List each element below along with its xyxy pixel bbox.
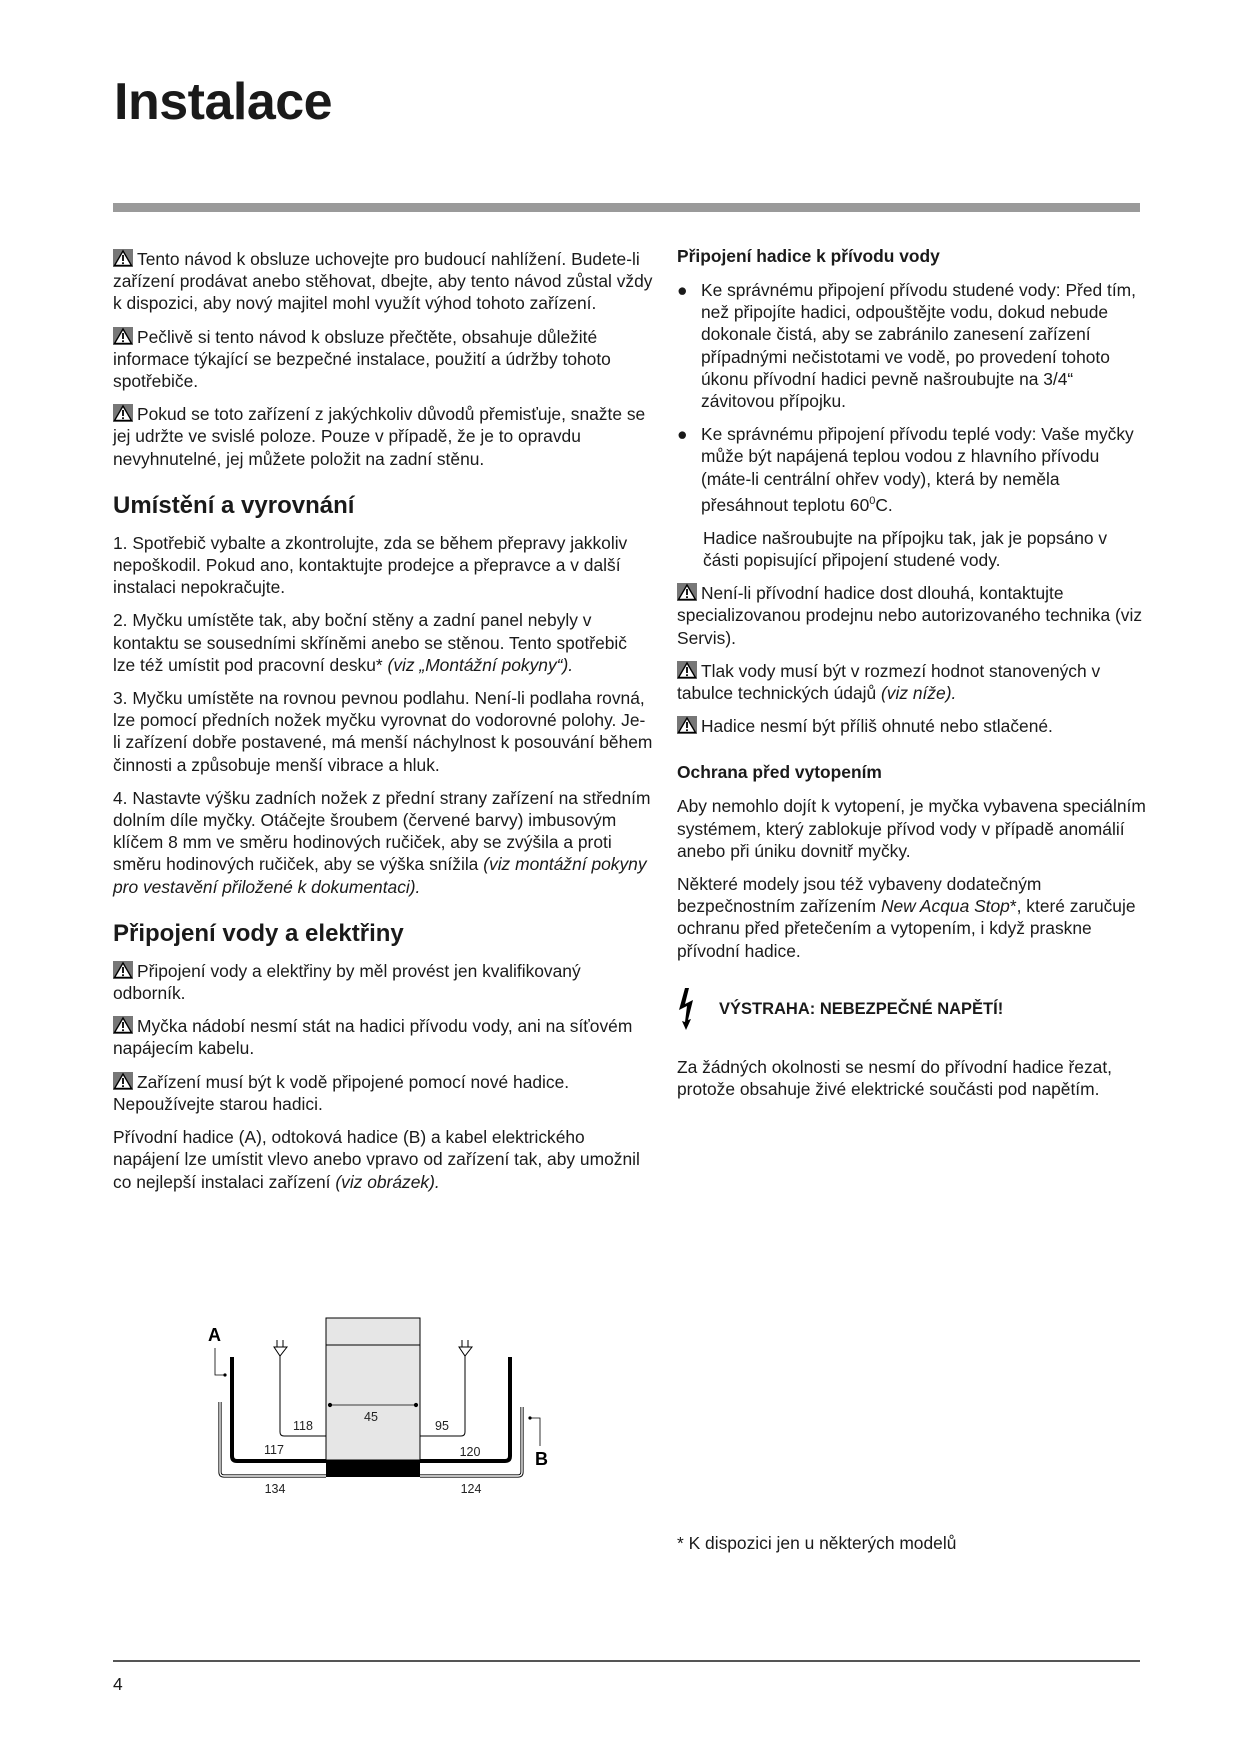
- warning-paragraph: Tento návod k obsluze uchovejte pro budoucí nahlížení. Budete-li zařízení prodávat anebo stěhovat, dbejte, aby tento návod zůstal vždy k dispozici, aby nový majitel mohl využít výhod tohoto zařízení.: [113, 249, 653, 314]
- voltage-paragraph: Za žádných okolnosti se nesmí do přívodní hadice řezat, protože obsahuje živé elektrické součásti pod napětím.: [677, 1056, 1113, 1100]
- title-divider: [113, 203, 1140, 212]
- warning-paragraph: Zařízení musí být k vodě připojené pomocí nové hadice. Nepoužívejte starou hadici.: [113, 1071, 570, 1114]
- subheading-hose: Připojení hadice k přívodu vody: [677, 246, 940, 266]
- flood-paragraph: Aby nemohlo dojít k vytopení, je myčka vybavena speciálním systémem, který zablokuje přívod vody v případě anomálií anebo při úniku dovnitř myčky.: [677, 796, 1146, 861]
- page-title: Instalace: [114, 73, 333, 131]
- dim-120: 120: [459, 1445, 481, 1459]
- bullet-icon: ●: [677, 424, 688, 445]
- hose-placement-paragraph: Přívodní hadice (A), odtoková hadice (B) a kabel elektrického napájení lze umístit vlevo anebo vpravo od zařízení tak, aby umožnil co nejlepší instalaci zařízení (viz obrázek).: [113, 1127, 640, 1192]
- warning-paragraph: Připojení vody a elektřiny by měl provést jen kvalifikovaný odborník.: [113, 960, 581, 1004]
- dim-95: 95: [435, 1419, 449, 1433]
- section-heading-connection: Připojení vody a elektřiny: [113, 919, 404, 947]
- warning-icon: [113, 1072, 133, 1090]
- page-number: 4: [113, 1674, 123, 1694]
- hot-water-note: Hadice našroubujte na přípojku tak, jak je popsáno v části popisující připojení studené vody.: [703, 527, 1108, 571]
- bullet-hot-water: ● Ke správnému připojení přívodu teplé vody: Vaše myčky může být napájená teplou vodou z hlavního přívodu (máte-li centrální ohřev vody), která by neměla přesáhnout teplotu $60^0C$.: [677, 424, 1134, 515]
- voltage-warning: VÝSTRAHA: NEBEZPEČNÉ NAPĚTÍ!: [677, 988, 1147, 1030]
- label-a-leader: [215, 1348, 225, 1375]
- dim-117: 117: [264, 1443, 284, 1457]
- warning-icon: [113, 249, 133, 267]
- footnote: * K dispozici jen u některých modelů: [677, 1533, 957, 1553]
- dim-124: 124: [460, 1482, 482, 1496]
- label-a: A: [208, 1325, 221, 1345]
- warning-paragraph: Není-li přívodní hadice dost dlouhá, kontaktujte specializovanou prodejnu nebo autorizovaného technika (viz Servis).: [677, 583, 1143, 648]
- warning-paragraph: Tlak vody musí být v rozmezí hodnot stanovených v tabulce technických údajů (viz níže).: [677, 660, 1101, 704]
- warning-paragraph: Hadice nesmí být příliš ohnuté nebo stlačené.: [677, 715, 1147, 737]
- dim-45: 45: [364, 1410, 378, 1424]
- label-b-leader: [530, 1418, 540, 1446]
- label-b: B: [535, 1449, 548, 1469]
- warning-icon: [113, 404, 133, 422]
- step-1: 1. Spotřebič vybalte a zkontrolujte, zda se během přepravy jakkoliv nepoškodil. Pokud ano, kontaktujte prodejce a přepravce a v další instalaci nepokračujte.: [113, 532, 628, 598]
- dim-118: 118: [293, 1419, 313, 1433]
- left-column: [113, 248, 653, 1204]
- warning-icon: [677, 661, 697, 679]
- acqua-stop-paragraph: Některé modely jsou též vybaveny dodatečným bezpečnostním zařízením New Acqua Stop*, které zaručuje ochranu před přetečením a vytopením, i když praskne přívodní hadice.: [677, 874, 1136, 961]
- lightning-icon: [677, 988, 697, 1030]
- warning-paragraph: Pečlivě si tento návod k obsluze přečtěte, obsahuje důležité informace týkající se bezpečné instalace, použití a údržby tohoto spotřebiče.: [113, 326, 611, 392]
- warning-icon: [113, 327, 133, 345]
- step-3: 3. Myčku umístěte na rovnou pevnou podlahu. Není-li podlaha rovná, lze pomocí předních nožek myčku vyrovnat do vodorovné polohy. Je-li zařízení dobře postavené, má menší náchylnost k posouvání během činnosti a způsobuje menší vibrace a hluk.: [113, 688, 653, 775]
- installation-diagram: [180, 1300, 600, 1520]
- subheading-flood: Ochrana před vytopením: [677, 762, 882, 783]
- warning-icon: [677, 716, 697, 734]
- warning-icon: [113, 1016, 133, 1034]
- warning-icon: [113, 961, 133, 979]
- bullet-icon: ●: [677, 280, 688, 300]
- dim-134: 134: [264, 1482, 286, 1496]
- dishwasher-base: [326, 1460, 420, 1477]
- section-heading-placement: Umístění a vyrovnání: [113, 491, 355, 519]
- footer-rule: [113, 1660, 1140, 1662]
- step-4: 4. Nastavte výšku zadních nožek z přední strany zařízení na středním dolním díle myčky. Otáčejte šroubem (červené barvy) imbusovým klíčem 8 mm ve směru hodinových ručiček, aby se zvýšila a proti směru hodinových ručiček, aby se výška snížila (viz montážní pokyny pro vestavění přiložené k dokumentaci).: [113, 787, 651, 897]
- warning-icon: [677, 583, 697, 601]
- warning-paragraph: Myčka nádobí nesmí stát na hadici přívodu vody, ani na síťovém napájecím kabelu.: [113, 1016, 633, 1059]
- bullet-cold-water: ● Ke správnému připojení přívodu studené vody: Před tím, než připojíte hadici, odpouštějte vodu, dokud nebude dokonale čistá, aby se zabránilo zanesení zařízení případnými nečistotami ve vodě, po provedení tohoto úkonu přívodní hadici pevně našroubujte na 3/4“ závitovou přípojku.: [677, 280, 1137, 412]
- warning-paragraph: Pokud se toto zařízení z jakýchkoliv důvodů přemisťuje, snažte se jej udržte ve svislé poloze. Pouze v případě, že je to opravdu nevyhnutelné, jej můžete položit na zadní stěnu.: [113, 404, 646, 469]
- step-2: 2. Myčku umístěte tak, aby boční stěny a zadní panel nebyly v kontaktu se sousedními skříněmi anebo se stěnou. Tento spotřebič lze též umístit pod pracovní desku* (viz „Montážní pokyny“).: [113, 610, 627, 675]
- right-column: [677, 245, 1147, 1111]
- dishwasher-body: [326, 1318, 420, 1460]
